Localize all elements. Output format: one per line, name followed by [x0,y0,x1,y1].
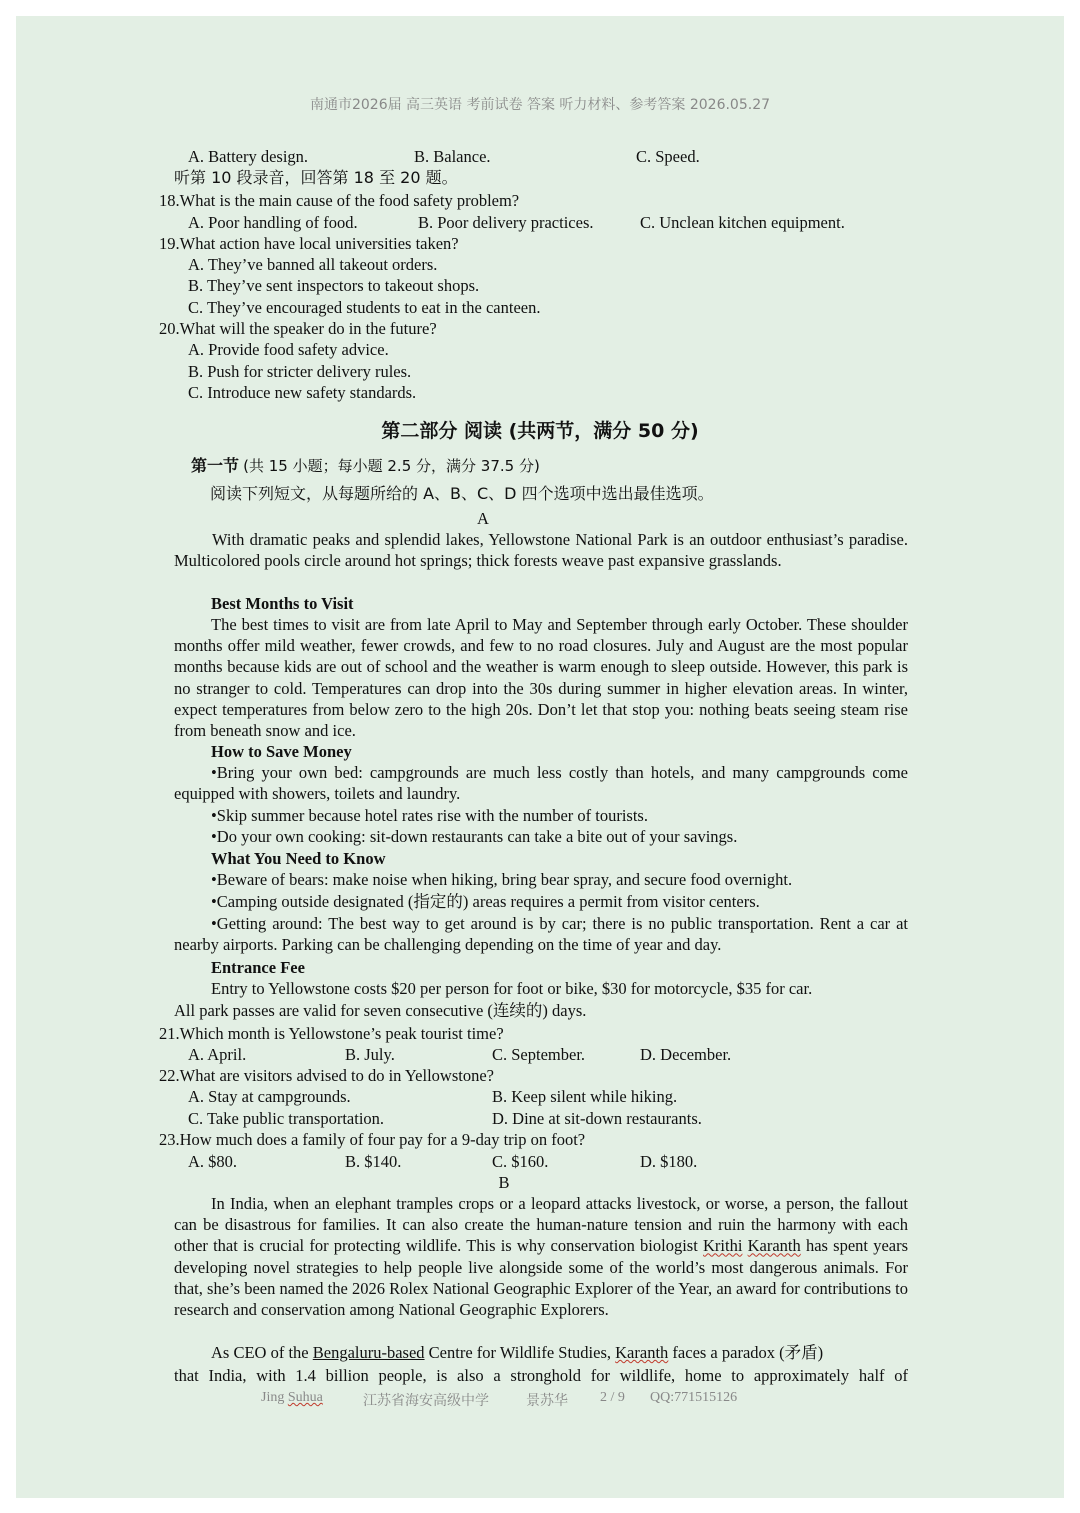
passage-b-letter: B [498,1173,510,1192]
q23-option-a: A. $80. [188,1152,238,1171]
q22-option-b: B. Keep silent while hiking. [492,1087,678,1106]
paradox-gloss: 矛盾 [784,1343,818,1362]
q19-option-b: B. They’ve sent inspectors to takeout shops. [188,276,480,295]
know-tip-2 [211,891,760,912]
name-karanth-2: Karanth [615,1343,669,1362]
footer-qq: QQ:771515126 [650,1390,738,1405]
q17-option-c: C. Speed. [636,147,700,166]
know-tip-1-text: Beware of bears: make noise when hiking, bring bear spray, and secure food overnight. [216,870,793,889]
q22-stem: 22.What are visitors advised to do in Yellowstone? [159,1066,494,1085]
q20-stem: 20.What will the speaker do in the future? [159,319,437,338]
know-tip-2-gloss: 指定的 [413,892,463,911]
passage-b-paragraph-2-line-2: that India, with 1.4 billion people, is also a stronghold for wildlife, home to approximately half of [174,1366,908,1385]
q21-option-d: D. December. [640,1045,732,1064]
footer-author-b: Suhua [287,1390,323,1405]
best-months-heading: Best Months to Visit [211,594,354,613]
save-tip-2 [211,805,648,826]
need-to-know-heading: What You Need to Know [211,849,386,868]
q20-option-a: A. Provide food safety advice. [188,340,389,359]
fee-line-2-b: ) days. [542,1001,587,1020]
entrance-fee-heading: Entrance Fee [211,958,305,977]
passage-a-intro: With dramatic peaks and splendid lakes, Yellowstone National Park is an outdoor enthusiast’s paradise. Multicolored pools circle around hot springs; thick forests weave past expansive grasslands. [174,530,908,571]
passage-b-p1-b: has spent years developing novel strategies to help people live alongside some of the world’s most dangerous animals. For that, she’s been named the 2026 Rolex National Geographic Explorer of the Year, an award for contributions to research and conservation among National Geographic Explorers. [174,1236,909,1320]
passage-b-p1-a: In India, when an elephant tramples crops or a leopard attacks livestock, or worse, a person, the fallout can be disastrous for families. It can also create the human-nature tension and ruin the harmony with each other that is crucial for protecting wildlife. This is why conservation biologist [174,1194,908,1256]
name-krithi: Krithi [703,1236,743,1256]
q23-option-b: B. $140. [345,1152,402,1171]
fee-gloss: 连续的 [492,1001,543,1020]
part2-title: 第二部分 阅读 (共两节，满分 50 分) [381,420,699,442]
passage-b-p2-a: As CEO of the [211,1343,313,1362]
fee-line-2-a: All park passes are valid for seven consecutive ( [174,1001,493,1020]
q22-option-c: C. Take public transportation. [188,1109,385,1128]
save-tip-3-text: Do your own cooking: sit-down restaurants can take a bite out of your savings. [216,827,738,846]
know-tip-2-b: ) areas requires a permit from visitor centers. [462,892,760,911]
q18-option-c: C. Unclean kitchen equipment. [640,213,845,232]
q21-option-b: B. July. [345,1045,395,1064]
footer-author [261,1390,323,1406]
passage-a-letter: A [477,509,489,528]
footer-page-number: 2 / 9 [600,1390,625,1405]
passage-b-p2-b: Centre for Wildlife Studies, [424,1343,616,1362]
q23-option-c: C. $160. [492,1152,549,1171]
q18-option-a: A. Poor handling of food. [188,213,358,232]
q18-stem: 18.What is the main cause of the food safety problem? [159,191,520,210]
q19-option-c: C. They’ve encouraged students to eat in the canteen. [188,298,541,317]
know-tip-3 [174,913,908,955]
q22-option-a: A. Stay at campgrounds. [188,1087,351,1106]
entrance-fee-line-2 [174,1000,586,1021]
save-tip-2-text: Skip summer because hotel rates rise with the number of tourists. [216,806,648,825]
save-tip-3 [211,826,737,847]
footer-teacher: 景苏华 [526,1393,568,1409]
page-header: 南通市2026届 高三英语 考前试卷 答案 听力材料、参考答案 2026.05.27 [309,97,771,113]
save-tip-1-text: Bring your own bed: campgrounds are much less costly than hotels, and many campgrounds come equipped with showers, toilets and laundry. [174,763,908,804]
place-bengaluru: Bengaluru-based [312,1343,425,1362]
footer-author-a: Jing [261,1390,288,1405]
save-tip-1 [174,762,908,804]
q21-stem: 21.Which month is Yellowstone’s peak tourist time? [159,1024,504,1043]
section1-label: 第一节 [191,456,240,475]
q21-option-c: C. September. [492,1045,586,1064]
q20-option-b: B. Push for stricter delivery rules. [188,362,412,381]
q17-option-b: B. Balance. [414,147,491,166]
q17-option-a: A. Battery design. [188,147,309,166]
q19-stem: 19.What action have local universities taken? [159,234,459,253]
passage-b-paragraph-2-line-1 [211,1342,823,1363]
know-tip-2-a: Camping outside designated ( [216,892,414,911]
section1-heading [191,455,540,477]
q18-option-b: B. Poor delivery practices. [418,213,594,232]
section1-detail: (共 15 小题；每小题 2.5 分，满分 37.5 分) [243,457,540,475]
footer-school: 江苏省海安高级中学 [363,1393,489,1409]
reading-instruction: 阅读下列短文，从每题所给的 A、B、C、D 四个选项中选出最佳选项。 [210,484,714,503]
listening-instruction: 听第 10 段录音，回答第 18 至 20 题。 [174,168,458,187]
page-background [16,16,1064,1498]
q21-option-a: A. April. [188,1045,247,1064]
know-tip-1 [211,869,792,890]
q23-option-d: D. $180. [640,1152,698,1171]
q22-option-d: D. Dine at sit-down restaurants. [492,1109,702,1128]
passage-b-paragraph-1 [174,1193,908,1320]
q20-option-c: C. Introduce new safety standards. [188,383,417,402]
q23-stem: 23.How much does a family of four pay for a 9-day trip on foot? [159,1130,586,1149]
save-money-heading: How to Save Money [211,742,352,761]
best-months-text: The best times to visit are from late April to May and September through early October. These shoulder months offer mild weather, fewer crowds, and few to no road closures. July and August are the most popular months because kids are out of school and the weather is warm enough to sleep outside. However, this park is no stranger to cold. Temperatures can drop into the 30s during summer in higher elevation areas. In winter, expect temperatures from below zero to the high 20s. Don’t let that stop you: nothing beats seeing steam rise from beneath snow and ice. [174,615,908,741]
name-karanth: Karanth [747,1236,801,1256]
passage-b-p2-c: faces a paradox ( [668,1343,785,1362]
entrance-fee-line-1: Entry to Yellowstone costs $20 per person for foot or bike, $30 for motorcycle, $35 for car. [211,979,813,998]
know-tip-3-text: Getting around: The best way to get around is by car; there is no public transportation. Rent a car at nearby airports. Parking can be challenging depending on the time of year and day. [174,914,908,955]
q19-option-a: A. They’ve banned all takeout orders. [188,255,438,274]
exam-page [16,16,1064,1498]
passage-b-p2-d: ) [817,1343,824,1362]
